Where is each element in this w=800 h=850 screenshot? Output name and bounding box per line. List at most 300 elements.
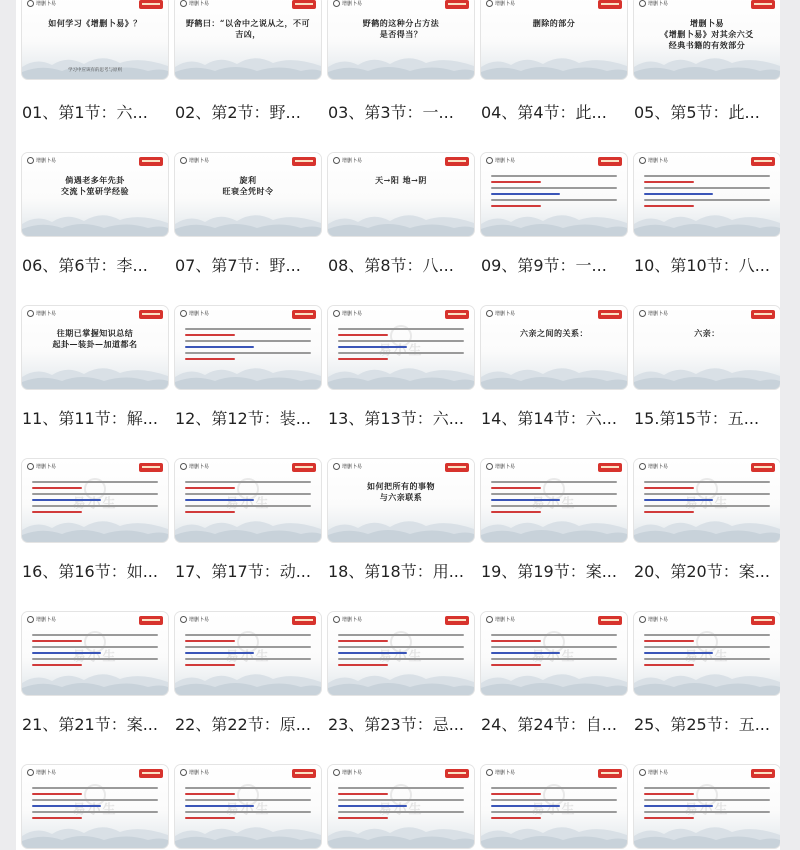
lesson-card[interactable] <box>481 306 627 459</box>
content-line <box>185 493 311 495</box>
lesson-thumbnail[interactable] <box>481 459 627 542</box>
lesson-card[interactable] <box>634 306 780 459</box>
brand-logo <box>486 463 515 470</box>
lesson-card[interactable] <box>175 765 321 850</box>
content-line <box>185 328 311 330</box>
lesson-card[interactable] <box>328 612 474 765</box>
brand-logo <box>639 0 668 7</box>
lesson-card[interactable] <box>634 612 780 765</box>
mountain-landscape-icon <box>175 206 321 236</box>
lesson-thumbnail[interactable] <box>328 153 474 236</box>
brand-logo <box>639 310 668 317</box>
lesson-thumbnail[interactable] <box>175 765 321 848</box>
content-line <box>491 481 617 483</box>
slide-content-lines <box>185 634 311 670</box>
content-line <box>32 499 101 501</box>
slide-content-lines <box>185 787 311 823</box>
brand-text: 增删卜易 <box>648 310 669 317</box>
content-line <box>32 640 82 642</box>
lesson-card[interactable] <box>22 0 168 153</box>
lesson-card[interactable] <box>481 459 627 612</box>
brand-logo <box>639 463 668 470</box>
logo-circle-icon <box>27 310 34 317</box>
lesson-card[interactable] <box>175 0 321 153</box>
lesson-grid <box>16 0 780 850</box>
brand-logo <box>486 0 515 7</box>
content-line <box>491 652 560 654</box>
content-line <box>32 487 82 489</box>
lesson-title[interactable]: 09、第9节：一... <box>481 256 607 275</box>
lesson-thumbnail[interactable] <box>634 765 780 848</box>
mountain-landscape-icon <box>481 359 627 389</box>
content-line <box>491 646 617 648</box>
lesson-card[interactable] <box>22 765 168 850</box>
content-line <box>185 634 311 636</box>
content-line <box>185 505 311 507</box>
brand-logo <box>27 157 56 164</box>
content-line <box>491 205 541 207</box>
lesson-card[interactable] <box>175 459 321 612</box>
logo-circle-icon <box>486 0 493 7</box>
brand-logo <box>333 616 362 623</box>
logo-circle-icon <box>180 616 187 623</box>
logo-circle-icon <box>180 0 187 7</box>
lesson-title[interactable]: 11、第11节：解... <box>22 409 158 428</box>
slide-content-lines <box>491 481 617 517</box>
slide-content-lines <box>185 481 311 517</box>
lesson-thumbnail[interactable] <box>481 306 627 389</box>
slide-content-lines <box>32 481 158 517</box>
mountain-landscape-icon <box>175 49 321 79</box>
brand-text: 增删卜易 <box>648 157 669 164</box>
slide-content-lines <box>644 175 770 211</box>
brand-text: 增删卜易 <box>36 0 57 7</box>
content-line <box>491 664 541 666</box>
lesson-title[interactable]: 04、第4节：此... <box>481 103 607 122</box>
content-line <box>185 805 254 807</box>
brand-logo <box>180 463 209 470</box>
lesson-title[interactable]: 21、第21节：案... <box>22 715 158 734</box>
brand-text: 增删卜易 <box>342 0 363 7</box>
content-line <box>32 805 101 807</box>
slide-content-lines <box>338 787 464 823</box>
red-badge-icon <box>445 769 469 778</box>
logo-circle-icon <box>639 463 646 470</box>
lesson-title[interactable]: 02、第2节：野... <box>175 103 301 122</box>
brand-logo <box>27 463 56 470</box>
content-line <box>338 358 388 360</box>
logo-circle-icon <box>27 616 34 623</box>
lesson-title[interactable]: 24、第24节：自... <box>481 715 617 734</box>
content-line <box>644 664 694 666</box>
brand-logo <box>639 769 668 776</box>
red-badge-icon <box>292 0 316 9</box>
slide-content-lines <box>185 328 311 364</box>
lesson-title[interactable]: 07、第7节：野... <box>175 256 301 275</box>
lesson-card[interactable] <box>175 306 321 459</box>
content-line <box>644 646 770 648</box>
lesson-thumbnail[interactable] <box>481 612 627 695</box>
content-line <box>644 193 713 195</box>
red-badge-icon <box>139 616 163 625</box>
red-badge-icon <box>751 157 775 166</box>
lesson-thumbnail[interactable] <box>481 0 627 79</box>
brand-text: 增删卜易 <box>36 616 57 623</box>
lesson-title[interactable]: 18、第18节：用... <box>328 562 464 581</box>
logo-circle-icon <box>639 157 646 164</box>
logo-circle-icon <box>27 0 34 7</box>
content-line <box>185 340 311 342</box>
red-badge-icon <box>139 157 163 166</box>
logo-circle-icon <box>180 463 187 470</box>
content-line <box>185 352 311 354</box>
red-badge-icon <box>598 769 622 778</box>
brand-text: 增删卜易 <box>189 463 210 470</box>
content-line <box>644 658 770 660</box>
brand-logo <box>333 0 362 7</box>
lesson-title[interactable]: 17、第17节：动... <box>175 562 311 581</box>
slide-content-lines <box>491 175 617 211</box>
lesson-card[interactable] <box>22 459 168 612</box>
thumbnail-title: 野鹤曰：“以舍中之说从之，不可吉凶， <box>185 18 311 39</box>
content-line <box>185 511 235 513</box>
content-line <box>644 805 713 807</box>
lesson-card[interactable] <box>22 306 168 459</box>
slide-content-lines <box>644 634 770 670</box>
content-line <box>491 634 617 636</box>
lesson-thumbnail[interactable] <box>22 153 168 236</box>
logo-circle-icon <box>180 310 187 317</box>
red-badge-icon <box>445 616 469 625</box>
brand-text: 增删卜易 <box>342 310 363 317</box>
lesson-title[interactable]: 13、第13节：六... <box>328 409 464 428</box>
red-badge-icon <box>598 463 622 472</box>
content-line <box>338 817 388 819</box>
logo-circle-icon <box>27 157 34 164</box>
brand-text: 增删卜易 <box>495 157 516 164</box>
content-line <box>32 664 82 666</box>
content-line <box>491 175 617 177</box>
content-line <box>32 481 158 483</box>
content-line <box>185 793 235 795</box>
brand-text: 增删卜易 <box>648 769 669 776</box>
red-badge-icon <box>445 310 469 319</box>
mountain-landscape-icon <box>634 49 780 79</box>
brand-logo <box>27 310 56 317</box>
lesson-card[interactable] <box>634 765 780 850</box>
lesson-title[interactable]: 20、第20节：案... <box>634 562 770 581</box>
content-line <box>644 505 770 507</box>
content-line <box>338 805 407 807</box>
content-line <box>338 652 407 654</box>
thumbnail-caption: 学习中应该有的思考与原则 <box>68 68 122 73</box>
content-line <box>491 199 617 201</box>
brand-logo <box>333 769 362 776</box>
content-line <box>491 805 560 807</box>
lesson-thumbnail[interactable] <box>22 459 168 542</box>
red-badge-icon <box>598 310 622 319</box>
content-line <box>644 205 694 207</box>
content-line <box>32 493 158 495</box>
lesson-thumbnail[interactable] <box>328 306 474 389</box>
content-line <box>491 193 560 195</box>
brand-text: 增删卜易 <box>495 310 516 317</box>
brand-text: 增删卜易 <box>36 463 57 470</box>
thumbnail-title: 六亲： <box>694 328 720 338</box>
lesson-card[interactable] <box>481 765 627 850</box>
lesson-title[interactable]: 25、第25节：五... <box>634 715 770 734</box>
mountain-landscape-icon <box>328 49 474 79</box>
logo-circle-icon <box>27 463 34 470</box>
content-line <box>644 640 694 642</box>
thumbnail-title: 往期已掌握知识总结 起卦—装卦—加道都名 <box>52 328 138 349</box>
red-badge-icon <box>598 157 622 166</box>
logo-circle-icon <box>333 463 340 470</box>
logo-circle-icon <box>333 310 340 317</box>
lesson-thumbnail[interactable] <box>634 612 780 695</box>
red-badge-icon <box>751 0 775 9</box>
lesson-card[interactable] <box>481 153 627 306</box>
content-line <box>185 646 311 648</box>
lesson-thumbnail[interactable] <box>175 612 321 695</box>
brand-text: 增删卜易 <box>495 463 516 470</box>
thumbnail-title: 如何学习《增删卜易》？ <box>48 18 142 28</box>
lesson-thumbnail[interactable] <box>328 612 474 695</box>
content-line <box>644 652 713 654</box>
lesson-thumbnail[interactable] <box>634 153 780 236</box>
brand-text: 增删卜易 <box>495 769 516 776</box>
lesson-title[interactable]: 19、第19节：案... <box>481 562 617 581</box>
content-line <box>491 187 617 189</box>
lesson-card[interactable] <box>328 765 474 850</box>
content-line <box>644 487 694 489</box>
brand-logo <box>27 769 56 776</box>
red-badge-icon <box>751 310 775 319</box>
lesson-thumbnail[interactable] <box>328 459 474 542</box>
content-line <box>185 652 254 654</box>
thumbnail-title: 旋利 旺衰全凭时令 <box>222 175 274 196</box>
brand-logo <box>486 769 515 776</box>
slide-content-lines <box>491 634 617 670</box>
red-badge-icon <box>598 0 622 9</box>
lesson-title[interactable]: 16、第16节：如... <box>22 562 158 581</box>
slide-content-lines <box>338 328 464 364</box>
content-line <box>338 334 388 336</box>
lesson-title[interactable]: 12、第12节：装... <box>175 409 311 428</box>
lesson-thumbnail[interactable] <box>22 0 168 79</box>
brand-logo <box>27 616 56 623</box>
red-badge-icon <box>445 0 469 9</box>
lesson-thumbnail[interactable] <box>481 153 627 236</box>
red-badge-icon <box>292 463 316 472</box>
thumbnail-title: 增删卜易 《增删卜易》对其余六爻 经典书籍的有效部分 <box>660 18 754 50</box>
content-line <box>338 799 464 801</box>
brand-logo <box>180 310 209 317</box>
mountain-landscape-icon <box>22 49 168 79</box>
content-line <box>491 793 541 795</box>
content-line <box>338 352 464 354</box>
logo-circle-icon <box>486 463 493 470</box>
content-line <box>644 793 694 795</box>
lesson-card[interactable] <box>175 153 321 306</box>
brand-logo <box>639 616 668 623</box>
slide-content-lines <box>491 787 617 823</box>
content-line <box>32 511 82 513</box>
brand-logo <box>180 616 209 623</box>
mountain-landscape-icon <box>328 512 474 542</box>
lesson-card[interactable] <box>22 612 168 765</box>
lesson-thumbnail[interactable] <box>175 153 321 236</box>
slide-content-lines <box>32 787 158 823</box>
lesson-title[interactable]: 08、第8节：八... <box>328 256 454 275</box>
logo-circle-icon <box>639 616 646 623</box>
brand-logo <box>180 157 209 164</box>
brand-text: 增删卜易 <box>189 616 210 623</box>
lesson-thumbnail[interactable] <box>634 306 780 389</box>
red-badge-icon <box>139 310 163 319</box>
lesson-thumbnail[interactable] <box>175 459 321 542</box>
brand-logo <box>27 0 56 7</box>
content-line <box>185 334 235 336</box>
content-line <box>338 658 464 660</box>
red-badge-icon <box>139 0 163 9</box>
content-line <box>32 658 158 660</box>
logo-circle-icon <box>27 769 34 776</box>
thumbnail-title: 六亲之间的关系： <box>520 328 588 338</box>
content-line <box>644 811 770 813</box>
lesson-card[interactable] <box>22 153 168 306</box>
lesson-grid-panel <box>16 0 780 850</box>
content-line <box>644 817 694 819</box>
content-line <box>185 817 235 819</box>
logo-circle-icon <box>333 769 340 776</box>
lesson-title[interactable]: 10、第10节：八... <box>634 256 770 275</box>
lesson-thumbnail[interactable] <box>175 0 321 79</box>
content-line <box>338 664 388 666</box>
thumbnail-title: 野鹤的这种分占方法 是否得当？ <box>362 18 440 39</box>
content-line <box>185 799 311 801</box>
slide-content-lines <box>644 481 770 517</box>
lesson-card[interactable] <box>328 306 474 459</box>
lesson-title[interactable]: 15.第15节：五... <box>634 409 760 428</box>
red-badge-icon <box>751 616 775 625</box>
content-line <box>338 811 464 813</box>
content-line <box>491 658 617 660</box>
content-line <box>644 634 770 636</box>
lesson-card[interactable] <box>634 0 780 153</box>
brand-logo <box>333 463 362 470</box>
brand-text: 增删卜易 <box>495 0 516 7</box>
lesson-title[interactable]: 23、第23节：忌... <box>328 715 464 734</box>
content-line <box>32 646 158 648</box>
content-line <box>185 346 254 348</box>
red-badge-icon <box>292 769 316 778</box>
lesson-card[interactable] <box>328 0 474 153</box>
red-badge-icon <box>139 463 163 472</box>
lesson-card[interactable] <box>328 153 474 306</box>
lesson-thumbnail[interactable] <box>634 0 780 79</box>
lesson-thumbnail[interactable] <box>22 612 168 695</box>
lesson-card[interactable] <box>634 153 780 306</box>
red-badge-icon <box>445 157 469 166</box>
lesson-title[interactable]: 14、第14节：六... <box>481 409 617 428</box>
content-line <box>491 499 560 501</box>
brand-text: 增删卜易 <box>189 0 210 7</box>
lesson-title[interactable]: 06、第6节：李... <box>22 256 148 275</box>
logo-circle-icon <box>486 157 493 164</box>
red-badge-icon <box>139 769 163 778</box>
lesson-card[interactable] <box>481 0 627 153</box>
content-line <box>491 511 541 513</box>
lesson-thumbnail[interactable] <box>22 765 168 848</box>
brand-text: 增删卜易 <box>189 310 210 317</box>
lesson-title[interactable]: 05、第5节：此... <box>634 103 760 122</box>
red-badge-icon <box>445 463 469 472</box>
lesson-thumbnail[interactable] <box>328 765 474 848</box>
content-line <box>338 787 464 789</box>
thumbnail-title: 如何把所有的事物 与六亲联系 <box>367 481 435 502</box>
lesson-title[interactable]: 03、第3节：一... <box>328 103 454 122</box>
content-line <box>491 493 617 495</box>
mountain-landscape-icon <box>328 206 474 236</box>
content-line <box>644 181 694 183</box>
content-line <box>185 487 235 489</box>
brand-logo <box>333 157 362 164</box>
content-line <box>338 340 464 342</box>
content-line <box>644 799 770 801</box>
mountain-landscape-icon <box>22 359 168 389</box>
content-line <box>491 640 541 642</box>
slide-content-lines <box>338 634 464 670</box>
lesson-card[interactable] <box>481 612 627 765</box>
lesson-title[interactable]: 22、第22节：原... <box>175 715 311 734</box>
brand-text: 增删卜易 <box>648 463 669 470</box>
lesson-thumbnail[interactable] <box>22 306 168 389</box>
content-line <box>32 811 158 813</box>
slide-content-lines <box>644 787 770 823</box>
brand-text: 增删卜易 <box>495 616 516 623</box>
lesson-thumbnail[interactable] <box>481 765 627 848</box>
content-line <box>185 811 311 813</box>
lesson-card[interactable] <box>175 612 321 765</box>
brand-text: 增删卜易 <box>189 769 210 776</box>
red-badge-icon <box>292 310 316 319</box>
content-line <box>491 817 541 819</box>
logo-circle-icon <box>486 616 493 623</box>
lesson-thumbnail[interactable] <box>175 306 321 389</box>
content-line <box>644 175 770 177</box>
content-line <box>185 658 311 660</box>
content-line <box>338 346 407 348</box>
content-line <box>491 487 541 489</box>
lesson-thumbnail[interactable] <box>634 459 780 542</box>
lesson-card[interactable] <box>328 459 474 612</box>
mountain-landscape-icon <box>22 206 168 236</box>
content-line <box>32 799 158 801</box>
brand-text: 增删卜易 <box>342 463 363 470</box>
content-line <box>491 505 617 507</box>
lesson-card[interactable] <box>634 459 780 612</box>
content-line <box>644 199 770 201</box>
content-line <box>644 187 770 189</box>
logo-circle-icon <box>639 0 646 7</box>
logo-circle-icon <box>180 769 187 776</box>
brand-text: 增删卜易 <box>648 0 669 7</box>
lesson-thumbnail[interactable] <box>328 0 474 79</box>
lesson-title[interactable]: 01、第1节：六... <box>22 103 148 122</box>
brand-text: 增删卜易 <box>342 769 363 776</box>
content-line <box>644 499 713 501</box>
